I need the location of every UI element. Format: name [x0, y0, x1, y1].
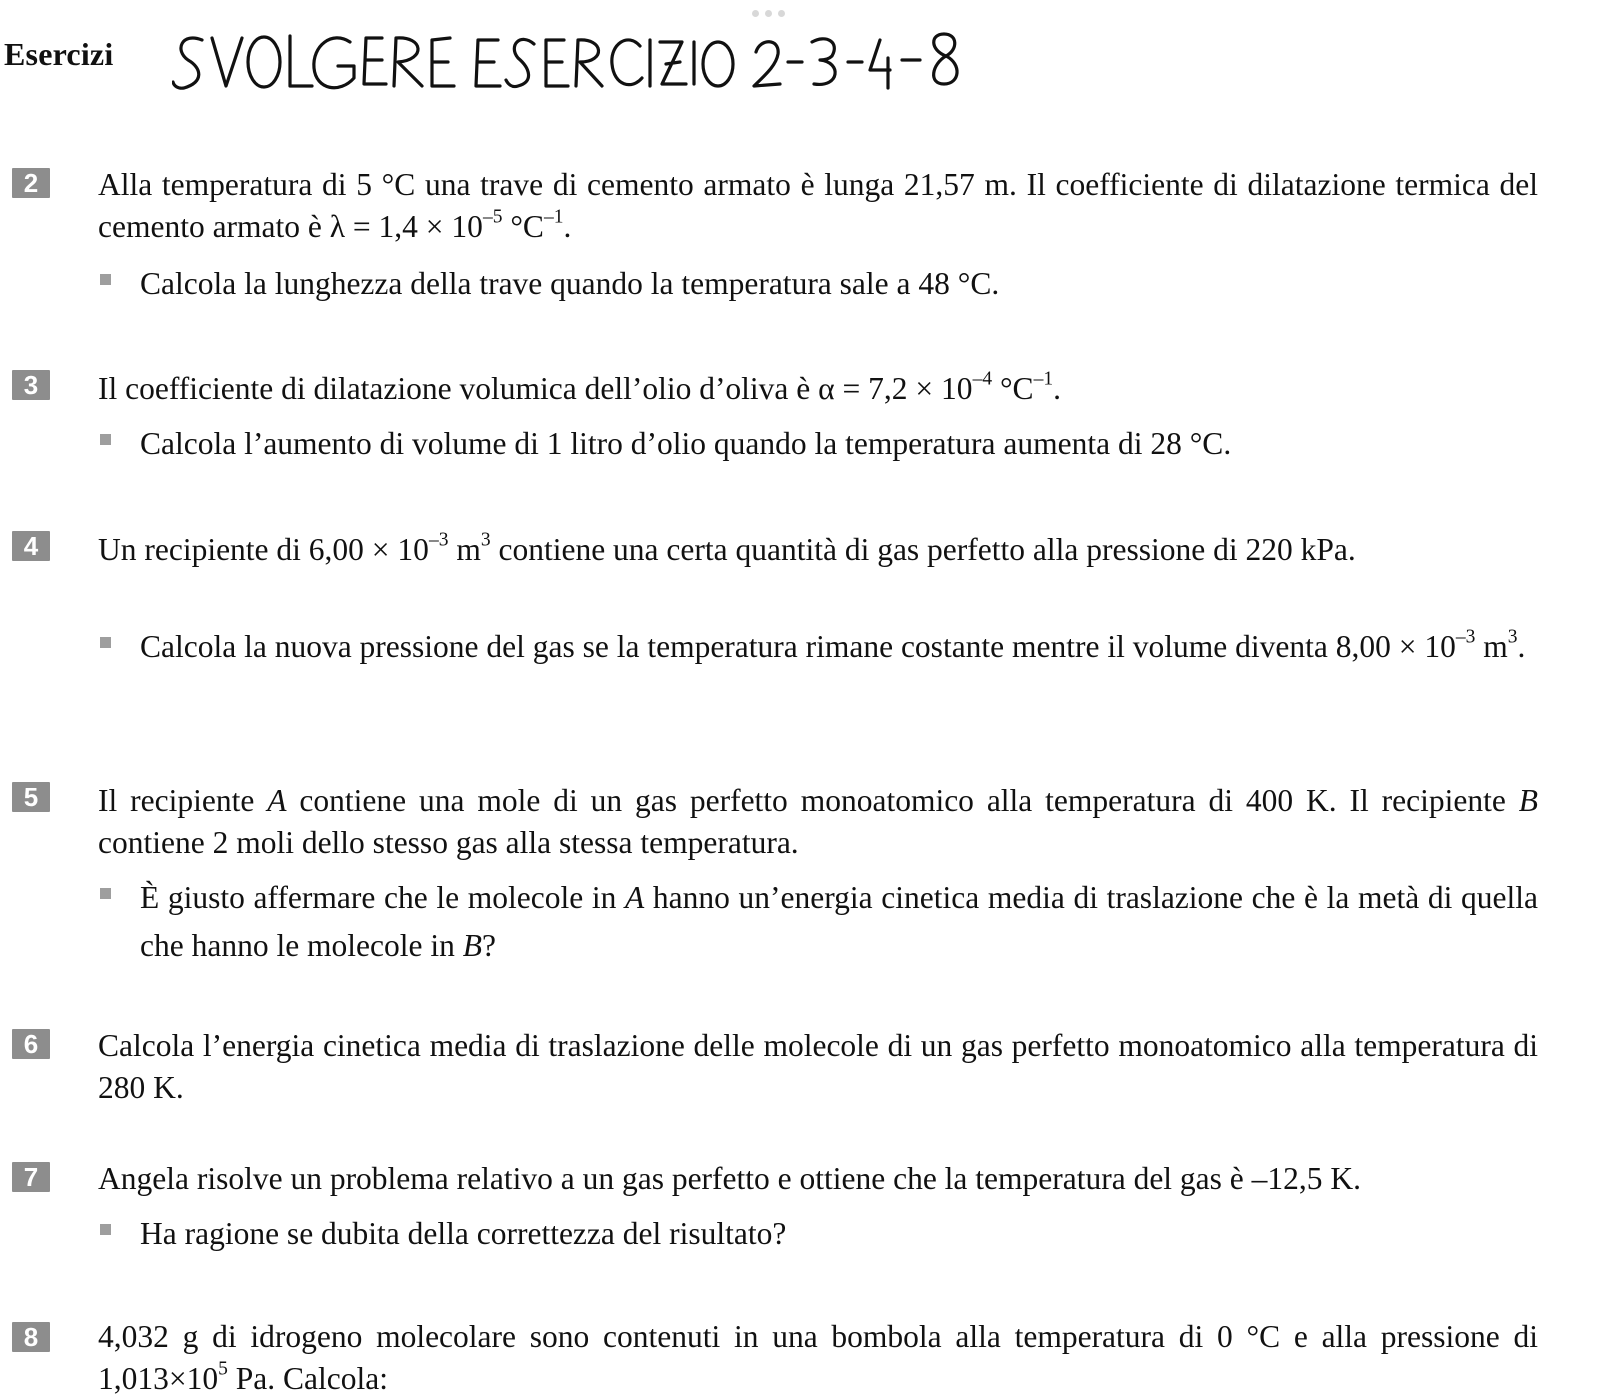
exercise-question: È giusto affermare che le molecole in A hanno un’energia cinetica media di traslazione che è la metà di quella che hanno le molecole in B? — [98, 874, 1538, 970]
bullet-square-icon — [100, 637, 111, 648]
exercise-statement: Alla temperatura di 5 °C una trave di cemento armato è lunga 21,57 m. Il coefficiente di dilatazione termica del cemento armato è $\lambda = 1,4 \times 10^{-5}$ $^\circ C^{-1}$. — [98, 167, 1538, 244]
exercise-number-badge: 2 — [12, 168, 50, 198]
exercise-number-badge: 5 — [12, 782, 50, 812]
bullet-square-icon — [100, 274, 111, 285]
exercise-statement: Calcola l’energia cinetica media di traslazione delle molecole di un gas perfetto monoatomico alla temperatura di 280 K. — [98, 1028, 1538, 1105]
exercise-question: Calcola la lunghezza della trave quando la temperatura sale a 48 °C. — [98, 260, 1538, 308]
exercise-question: Calcola l’aumento di volume di 1 litro d’olio quando la temperatura aumenta di 28 °C. — [98, 420, 1538, 468]
exercise-statement: 4,032 g di idrogeno molecolare sono contenuti in una bombola alla temperatura di 0 °C e alla pressione di $1,013\times 10^5$ Pa. Calcola: — [98, 1319, 1538, 1396]
exercise-statement: Un recipiente di $6,00 \times 10^{-3}$ $m^3$ contiene una certa quantità di gas perfetto alla pressione di 220 kPa. — [98, 529, 1356, 567]
exercise-statement: Angela risolve un problema relativo a un gas perfetto e ottiene che la temperatura del gas è –12,5 K. — [98, 1161, 1362, 1196]
bullet-square-icon — [100, 434, 111, 445]
window-handle-dots — [748, 10, 788, 20]
bullet-square-icon — [100, 1224, 111, 1235]
exercise-number-badge: 7 — [12, 1162, 50, 1192]
exercise-number-badge: 3 — [12, 370, 50, 400]
exercise-number-badge: 4 — [12, 531, 50, 561]
section-title: Esercizi — [4, 36, 114, 72]
exercise-statement: Il recipiente A contiene una mole di un gas perfetto monoatomico alla temperatura di 400 K. Il recipiente B contiene 2 moli dello stesso gas alla stessa temperatura. — [98, 783, 1538, 860]
exercise-number-badge: 8 — [12, 1322, 50, 1352]
handwritten-note — [172, 22, 992, 102]
bullet-square-icon — [100, 888, 111, 899]
exercise-question: Calcola la nuova pressione del gas se la temperatura rimane costante mentre il volume diventa $8,00 \times 10^{-3}$ $m^3$. — [98, 623, 1538, 671]
exercise-statement: Il coefficiente di dilatazione volumica dell’olio d’oliva è $\alpha = 7,2 \times 10^{-4}$ $^\circ C^{-1}$. — [98, 368, 1061, 406]
exercise-question: Ha ragione se dubita della correttezza del risultato? — [98, 1210, 1538, 1258]
exercise-number-badge: 6 — [12, 1029, 50, 1059]
